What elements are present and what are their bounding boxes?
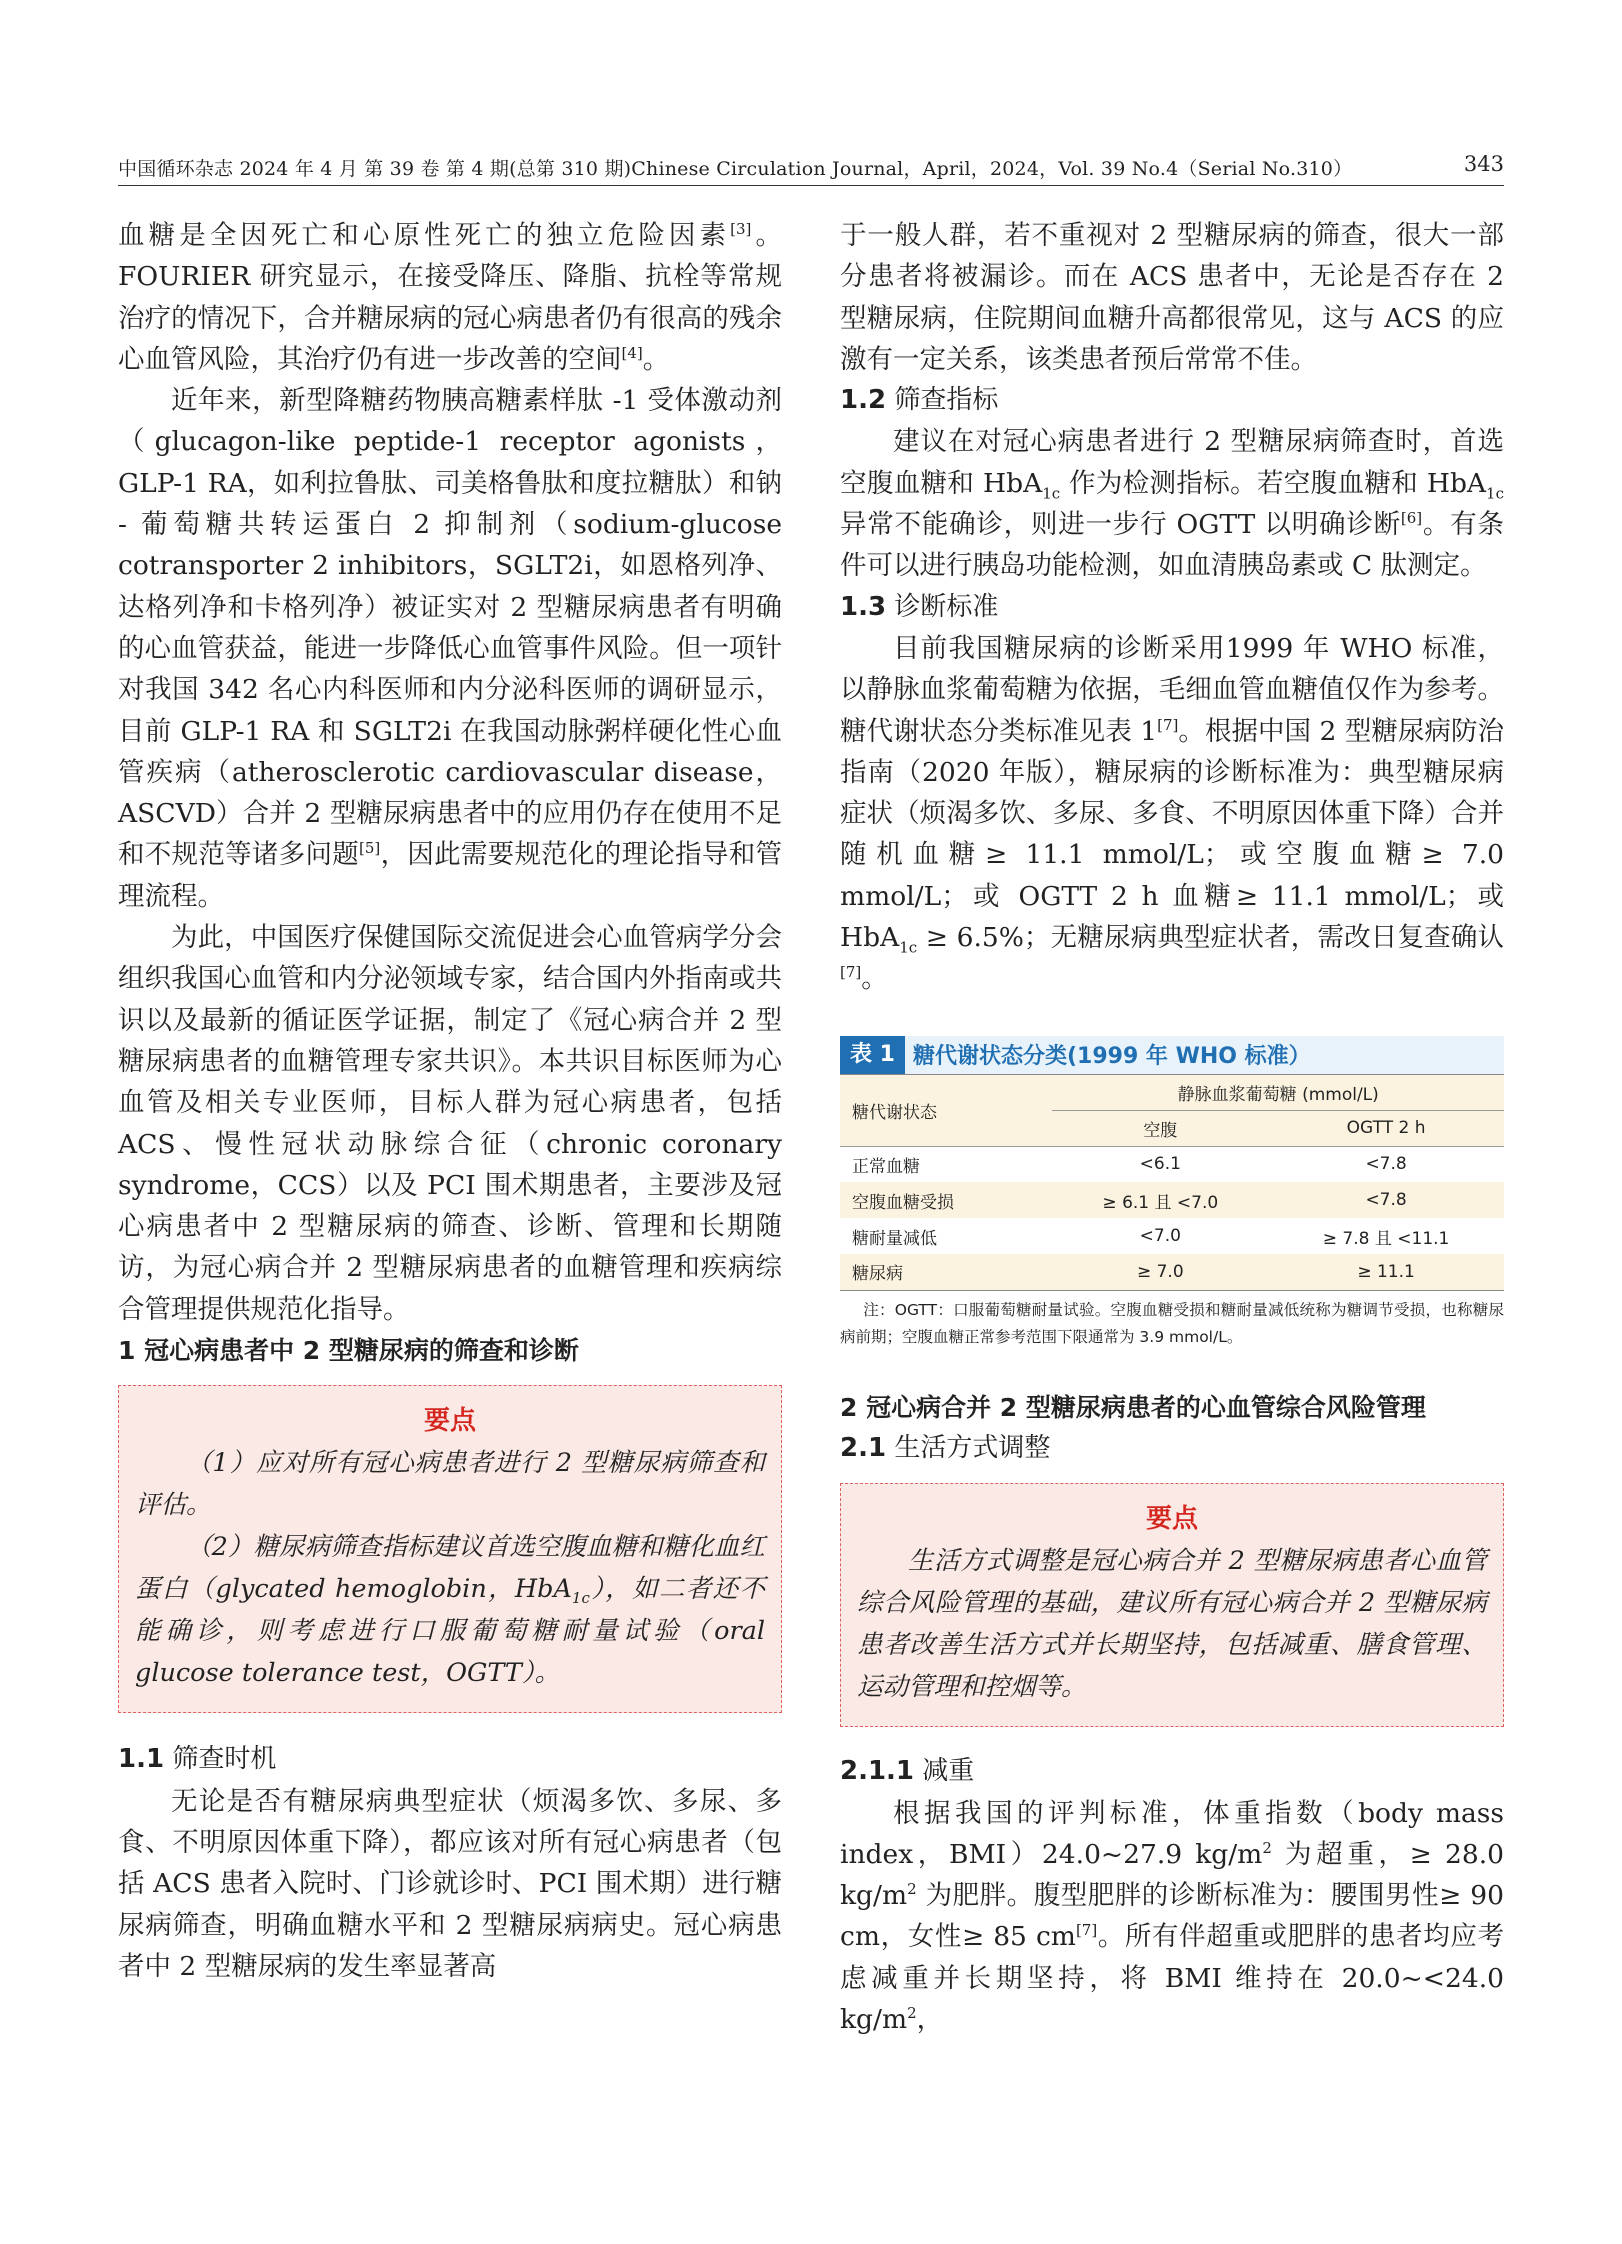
keypoint-item: （1）应对所有冠心病患者进行 2 型糖尿病筛查和评估。 [135,1448,765,1521]
table-row: 正常血糖 <6.1 <7.8 [840,1146,1504,1182]
citation-ref[interactable]: [7] [1075,1921,1098,1940]
subsection-heading-1-1: 1.1 筛查时机 [118,1744,277,1775]
keypoints-title: 要点 [423,1406,476,1437]
paragraph-diagnostic-criteria: 目前我国糖尿病的诊断采用1999 年 WHO 标准，以静脉血浆葡萄糖为依据，毛细血管血糖值仅作为参考。糖代谢状态分类标准见表 1[7]。根据中国 2 型糖尿病防治指南（2020 年版），糖尿病的诊断标准为：典型糖尿病症状（烦渴多饮、多尿、多食、不明原因体重下降）合并随机血糖≥ 11.1 mmol/L；或空腹血糖≥ 7.0 mmol/L；或 OGTT 2 h 血糖≥ 11.1 mmol/L；或 HbA$_{1c}$ ≥ 6.5%；无糖尿病典型症状者，需改日复查确认[7]。 [840,632,1504,995]
section-heading-1: 1 冠心病患者中 2 型糖尿病的筛查和诊断 [118,1336,579,1366]
keypoints-title: 要点 [1145,1504,1198,1535]
table-note: 注：OGTT：口服葡萄糖耐量试验。空腹血糖受损和糖耐量减低统称为糖调节受损，也称糖尿病前期；空腹血糖正常参考范围下限通常为 3.9 mmol/L。 [840,1300,1504,1346]
section-heading-2: 2 冠心病合并 2 型糖尿病患者的心血管综合风险管理 [840,1392,1426,1422]
running-header [118,152,1504,186]
glucose-classification-table [840,1074,1504,1291]
keypoint-item: 生活方式调整是冠心病合并 2 型糖尿病患者心血管综合风险管理的基础，建议所有冠心病合并 2 型糖尿病患者改善生活方式并长期坚持，包括减重、膳食管理、运动管理和控烟等。 [857,1546,1487,1703]
citation-ref[interactable]: [3] [730,220,752,239]
table-caption [840,1036,1504,1074]
paragraph-consensus-scope: 为此，中国医疗保健国际交流促进会心血管病学分会组织我国心血管和内分泌领域专家，结合国内外指南或共识以及最新的循证医学证据，制定了《冠心病合并 2 型糖尿病患者的血糖管理专家共识》。本共识目标医师为心血管及相关专业医师，目标人群为冠心病患者，包括 ACS、慢性冠状动脉综合征（chronic coronary syndrome，CCS）以及 PCI 围术期患者，主要涉及冠心病患者中 2 型糖尿病的筛查、诊断、管理和长期随访，为冠心病合并 2 型糖尿病患者的血糖管理和疾病综合管理提供规范化指导。 [118,922,782,1325]
paragraph-new-drugs: 近年来，新型降糖药物胰高糖素样肽 -1 受体激动剂（glucagon-like peptide-1 receptor agonists，GLP-1 RA，如利拉鲁肽、司美格鲁肽和度拉糖肽）和钠 - 葡萄糖共转运蛋白 2 抑制剂（sodium-glucose cotransporter 2 inhibitors，SGLT2i，如恩格列净、达格列净和卡格列净）被证实对 2 型糖尿病患者有明确的心血管获益，能进一步降低心血管事件风险。但一项针对我国 342 名心内科医师和内分泌科医师的调研显示，目前 GLP-1 RA 和 SGLT2i 在我国动脉粥样硬化性心血管疾病（atherosclerotic cardiovascular disease，ASCVD）合并 2 型糖尿病患者中的应用仍存在使用不足和不规范等诸多问题[5]，因此需要规范化的理论指导和管理流程。 [118,385,782,912]
keypoints-box-2 [840,1483,1504,1727]
citation-ref[interactable]: [6] [1400,509,1423,528]
table-title: 糖代谢状态分类(1999 年 WHO 标准） [912,1044,1311,1070]
citation-ref[interactable]: [7] [840,963,862,982]
table-row: 空腹血糖受损 ≥ 6.1 且 <7.0 <7.8 [840,1182,1504,1218]
right-column [840,215,1504,2040]
table-row: 糖尿病 ≥ 7.0 ≥ 11.1 [840,1254,1504,1290]
citation-ref[interactable]: [7] [1157,715,1179,734]
keypoint-item: （2）糖尿病筛查指标建议首选空腹血糖和糖化血红蛋白（glycated hemoglobin，HbA$_{1c}$），如二者还不能确诊，则考虑进行口服葡萄糖耐量试验（oral glucose tolerance test，OGTT）。 [135,1532,765,1689]
subsection-heading-2-1-1: 2.1.1 减重 [840,1756,975,1787]
subsection-heading-1-2: 1.2 筛查指标 [840,385,999,416]
citation-ref[interactable]: [4] [621,344,643,363]
paragraph-screening-indicators: 建议在对冠心病患者进行 2 型糖尿病筛查时，首选空腹血糖和 HbA$_{1c}$ 作为检测指标。若空腹血糖和 HbA$_{1c}$ 异常不能确诊，则进一步行 OGTT 以明确诊断[6]。有条件可以进行胰岛功能检测，如血清胰岛素或 C 肽测定。 [840,426,1504,582]
table-row: 糖耐量减低 <7.0 ≥ 7.8 且 <11.1 [852,1226,1450,1249]
table-header-ogtt: OGTT 2 h [1268,1110,1504,1146]
paragraph-risk: 血糖是全因死亡和心原性死亡的独立危险因素[3]。FOURIER 研究显示，在接受降压、降脂、抗栓等常规治疗的情况下，合并糖尿病的冠心病患者仍有很高的残余心血管风险，其治疗仍有进一步改善的空间[4]。 [118,220,783,375]
paragraph-screening-timing: 无论是否有糖尿病典型症状（烦渴多饮、多尿、多食、不明原因体重下降），都应该对所有冠心病患者（包括 ACS 患者入院时、门诊就诊时、PCI 围术期）进行糖尿病筛查，明确血糖水平和 2 型糖尿病病史。冠心病患者中 2 型糖尿病的发生率显著高 [118,1785,782,1982]
subsection-heading-2-1: 2.1 生活方式调整 [840,1432,1051,1463]
paragraph-weight-loss: 根据我国的评判标准，体重指数（body mass index，BMI）24.0~27.9 $kg/m^2$ 为超重，≥ 28.0 $kg/m^2$ 为肥胖。腹型肥胖的诊断标准为：腰围男性≥ 90 cm，女性≥ 85 cm[7]。所有伴超重或肥胖的患者均应考虑减重并长期坚持，将 BMI 维持在 20.0~<24.0 $kg/m^2$， [840,1797,1504,2036]
table-header-fasting: 空腹 [1052,1110,1268,1146]
journal-citation: 中国循环杂志 2024 年 4 月 第 39 卷 第 4 期(总第 310 期)Chinese Circulation Journal，April，2024，Vol. 39 No.4（Serial No.310） [118,158,1353,180]
subsection-heading-1-3: 1.3 诊断标准 [840,591,999,622]
left-column [118,215,782,1987]
paragraph-underdiagnosis: 于一般人群，若不重视对 2 型糖尿病的筛查，很大一部分患者将被漏诊。而在 ACS 患者中，无论是否存在 2 型糖尿病，住院期间血糖升高都很常见，这与 ACS 的应激有一定关系，该类患者预后常常不佳。 [840,220,1504,375]
table-header-group: 静脉血浆葡萄糖 (mmol/L) [1052,1074,1504,1110]
table-header-status: 糖代谢状态 [840,1074,1052,1146]
citation-ref[interactable]: [5] [359,839,381,858]
page-number: 343 [1463,152,1504,176]
keypoints-box-1 [118,1385,782,1713]
table-1 [840,1036,1504,1351]
table-label: 表 1 [840,1036,905,1074]
